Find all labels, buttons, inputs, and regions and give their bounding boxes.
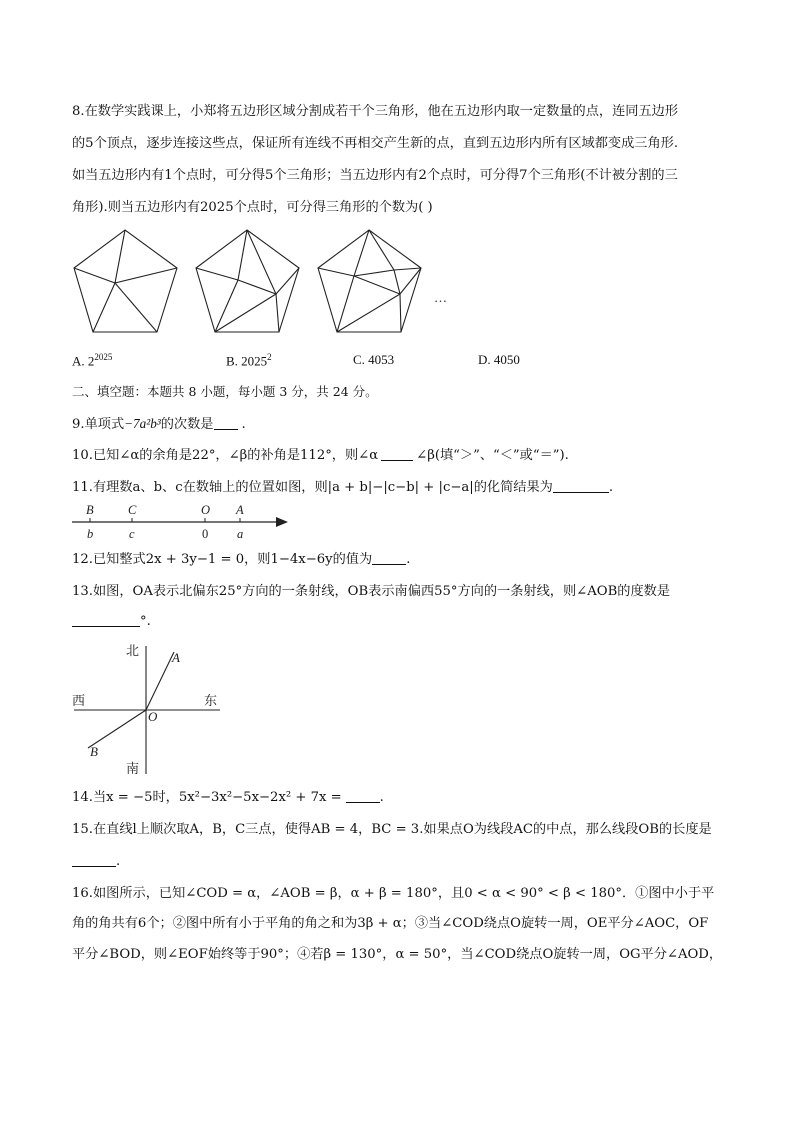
option-c: C. 4053 bbox=[353, 352, 395, 367]
label-c: c bbox=[129, 527, 135, 541]
label-a: a bbox=[237, 527, 244, 541]
q11: 11.有理数a、b、c在数轴上的位置如图，则|a + b|−|c−b| + |c−a|的化简结果为 . bbox=[72, 480, 614, 495]
q13-line-1: 13.如图，OA表示北偏东25°方向的一条射线，OB表示南偏西55°方向的一条射线，则∠AOB的度数是 bbox=[72, 584, 671, 599]
q10: 10.已知∠α的余角是22°，∠β的补角是112°，则∠α ∠β(填“＞”、“＜”或“＝”). bbox=[72, 448, 569, 463]
option-b: B. 2025$^2$ bbox=[226, 352, 272, 369]
point-o-label: O bbox=[148, 709, 158, 724]
q16-line-3: 平分∠BOD，则∠EOF始终等于90°；④若β = 130°，α = 50°，当∠COD绕点O旋转一周，OG平分∠AOD， bbox=[72, 947, 723, 962]
label-O: O bbox=[201, 503, 211, 517]
label-b: b bbox=[87, 527, 94, 541]
pentagon-figures bbox=[70, 228, 470, 340]
label-0: 0 bbox=[202, 527, 209, 541]
west-label: 西 bbox=[72, 693, 86, 708]
point-b-label: B bbox=[90, 744, 98, 759]
q12: 12.已知整式2x + 3y−1 = 0，则1−4x−6y的值为 . bbox=[72, 552, 411, 567]
pentagon-one-point bbox=[74, 230, 177, 332]
option-a: A. $2^{2025}$ bbox=[72, 352, 113, 369]
q14: 14.当x = −5时，5x²−3x²−5x−2x² + 7x = . bbox=[72, 790, 384, 805]
north-label: 北 bbox=[126, 643, 140, 658]
q8-line-4: 角形).则当五边形内有2025个点时，可分得三角形的个数为( ) bbox=[72, 200, 433, 215]
q16-line-2: 角的角共有6个；②图中所有小于平角的角之和为3β + α；③当∠COD绕点O旋转一周，OE平分∠AOC，OF bbox=[72, 916, 709, 931]
q8-line-2: 的5个顶点，逐步连接这些点，保证所有连线不再相交产生新的点，直到五边形内所有区域都变成三角形. bbox=[72, 136, 679, 151]
east-label: 东 bbox=[204, 693, 218, 708]
q9: 9.单项式−7a²b³的次数是 . bbox=[72, 416, 246, 432]
south-label: 南 bbox=[126, 761, 140, 776]
q15-line-1: 15.在直线l上顺次取A，B，C三点，使得AB = 4，BC = 3.如果点O为线段AC的中点，那么线段OB的长度是 bbox=[72, 822, 712, 837]
point-a-label: A bbox=[172, 650, 180, 665]
q13-line-2: °. bbox=[72, 612, 151, 632]
pentagon-three-points bbox=[318, 230, 421, 332]
pentagon-two-points bbox=[196, 230, 299, 332]
q15-line-2: . bbox=[72, 852, 120, 872]
ellipsis: … bbox=[434, 290, 447, 305]
label-A: A bbox=[236, 503, 244, 517]
number-line bbox=[70, 500, 300, 544]
label-C: C bbox=[128, 503, 137, 517]
section-2-title: 二、填空题：本题共 8 小题，每小题 3 分，共 24 分。 bbox=[72, 384, 378, 399]
compass-figure bbox=[70, 640, 230, 780]
label-B: B bbox=[86, 503, 94, 517]
option-d: D. 4050 bbox=[478, 352, 520, 367]
q8-line-1: 8.在数学实践课上，小郑将五边形区域分割成若干个三角形，他在五边形内取一定数量的点，连同五边形 bbox=[72, 104, 679, 119]
q16-line-1: 16.如图所示，已知∠COD = α，∠AOB = β，α + β = 180°，且0 < α < 90° < β < 180°．①图中小于平 bbox=[72, 886, 715, 901]
q8-line-3: 如当五边形内有1个点时，可分得5个三角形；当五边形内有2个点时，可分得7个三角形(不计被分割的三 bbox=[72, 168, 678, 183]
